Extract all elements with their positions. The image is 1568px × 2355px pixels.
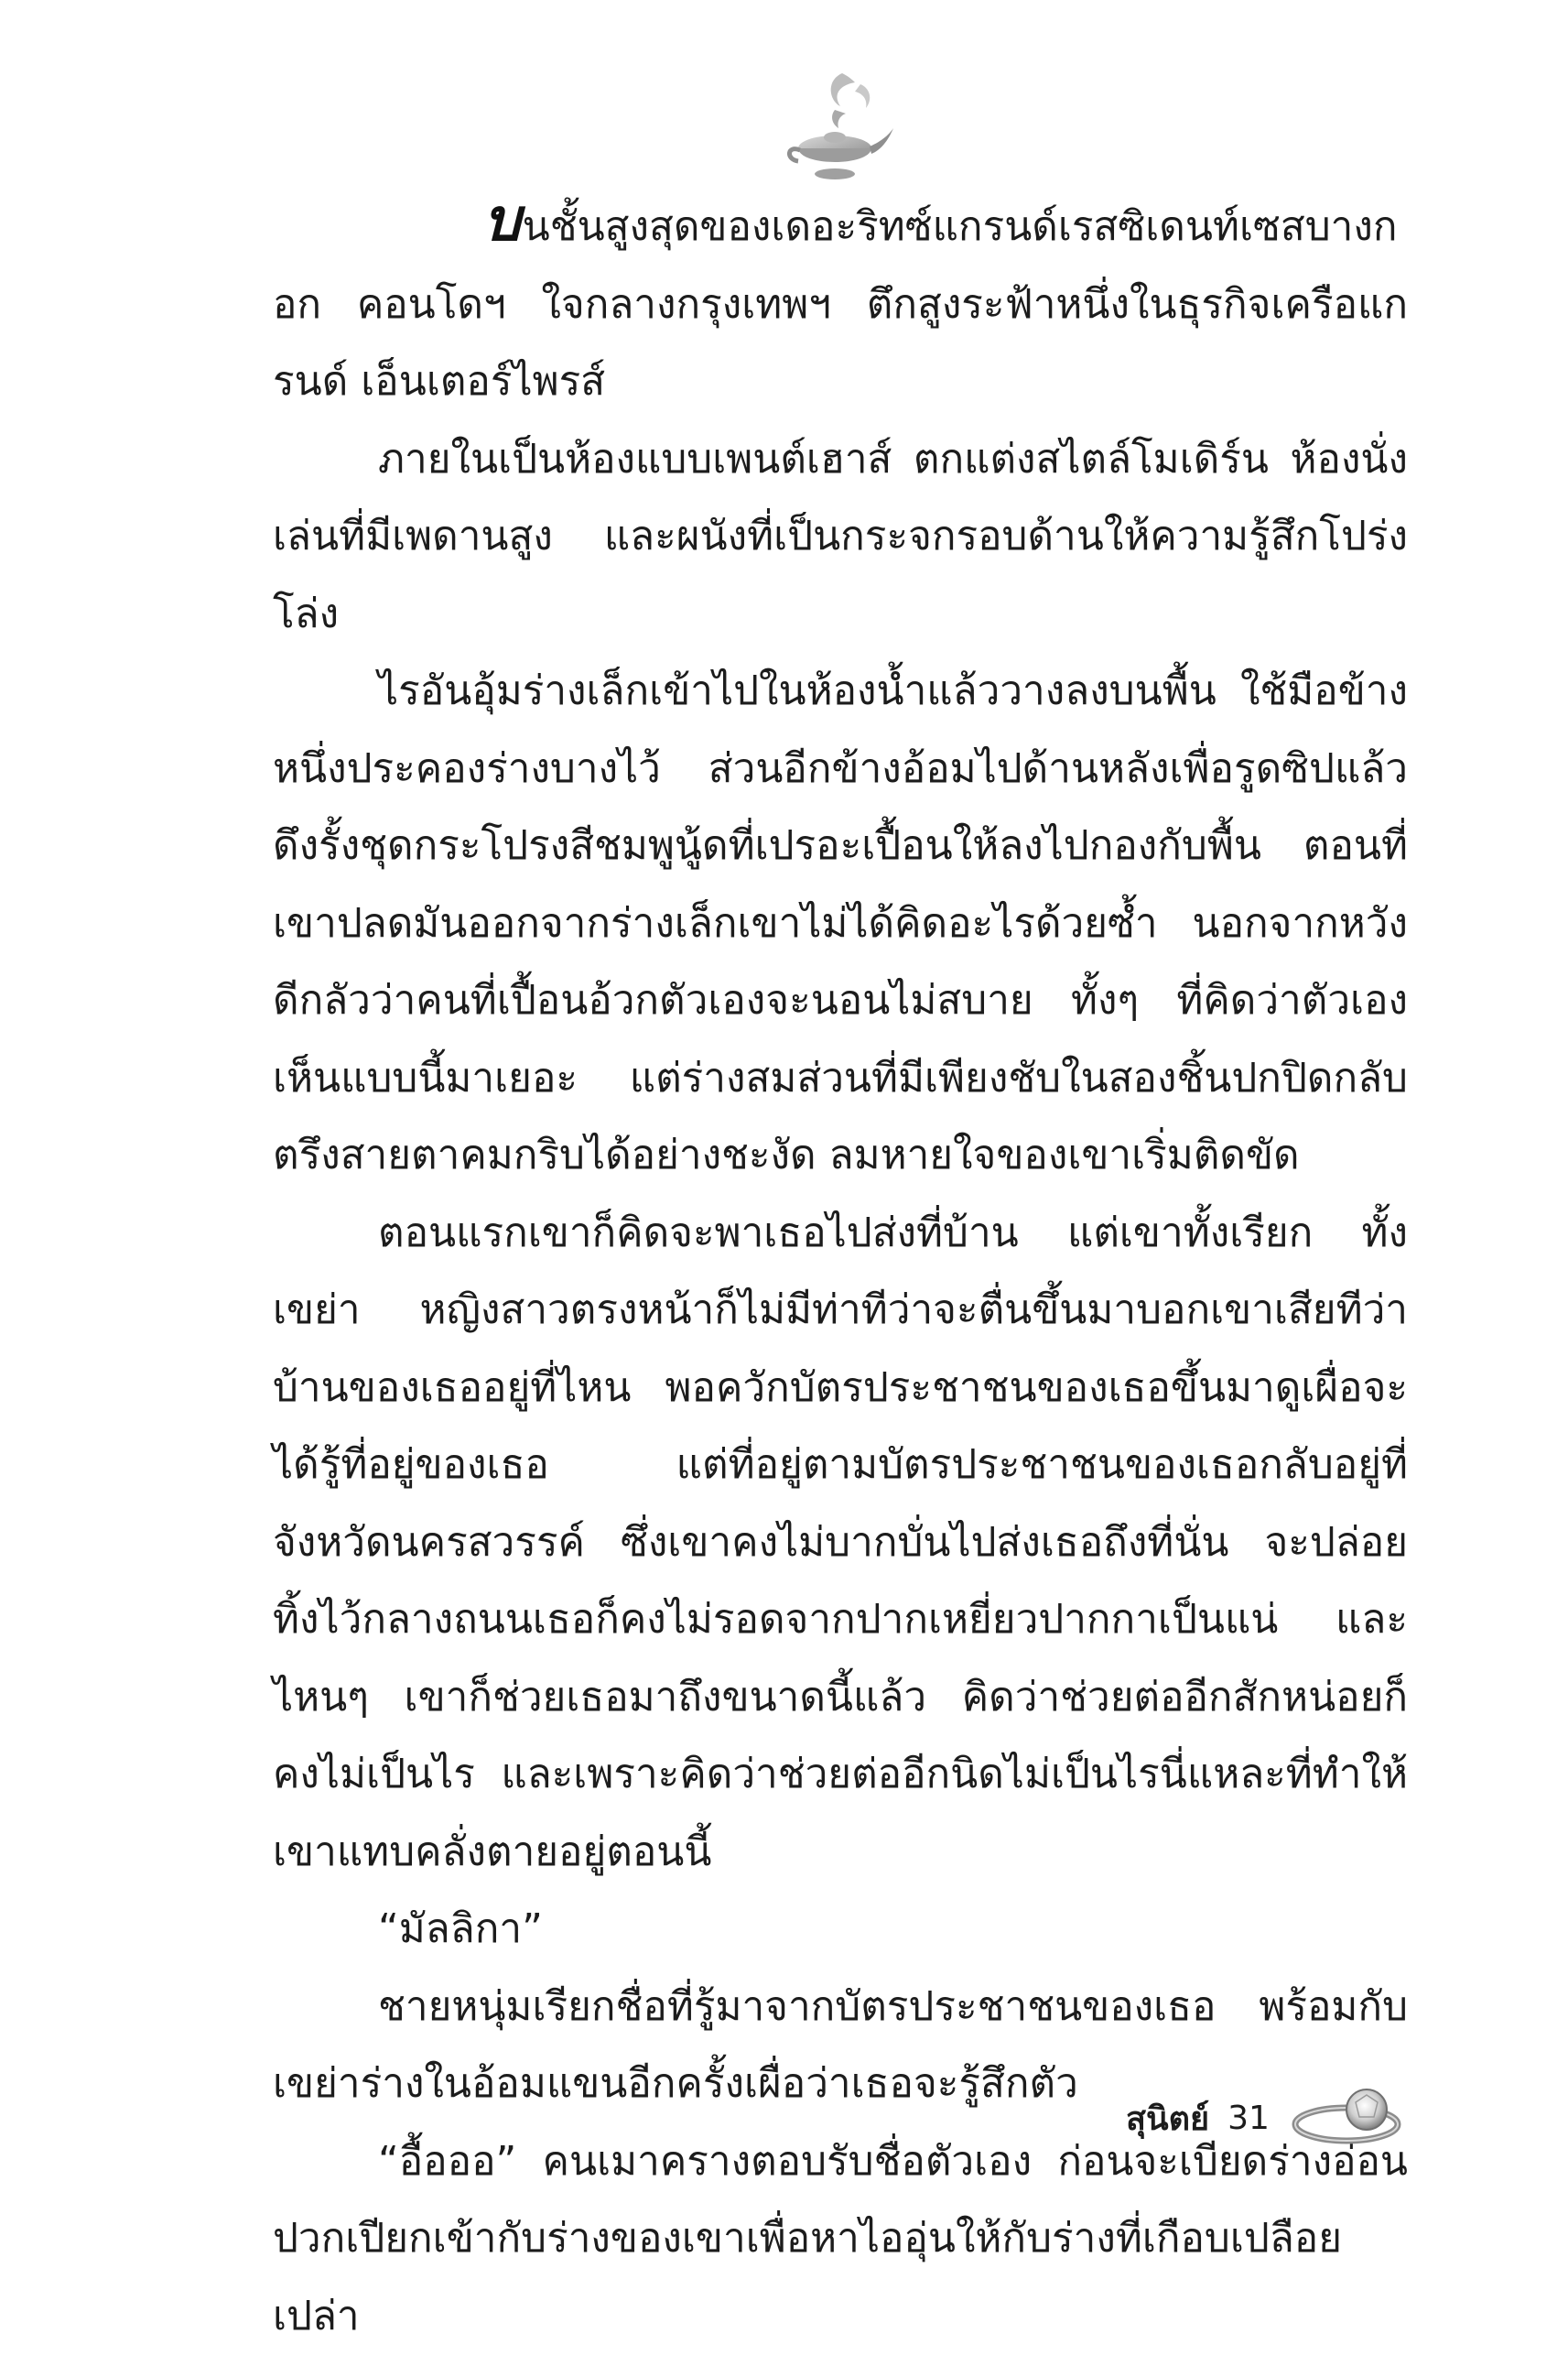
magic-lamp-icon (778, 64, 897, 192)
paragraph-3: ไรอันอุ้มร่างเล็กเข้าไปในห้องน้ำแล้ววางลงบนพื้น ใช้มือข้างหนึ่งประคองร่างบางไว้ ส่วนอีกข้างอ้อมไปด้านหลังเพื่อรูดซิปแล้วดึงรั้งชุดกระโปรงสีชมพูนู้ดที่เปรอะเปื้อนให้ลงไปกองกับพื้น ตอนที่เขาปลดมันออกจากร่างเล็กเขาไม่ได้คิดอะไรด้วยซ้ำ นอกจากหวังดีกลัวว่าคนที่เปื้อนอ้วกตัวเองจะนอนไม่สบาย ทั้งๆ ที่คิดว่าตัวเองเห็นแบบนี้มาเยอะ แต่ร่างสมส่วนที่มีเพียงชับในสองชิ้นปกปิดกลับตรึงสายตาคมกริบได้อย่างชะงัด ลมหายใจของเขาเริ่มติดขัด (273, 653, 1408, 1195)
chapter-text (273, 189, 1408, 2355)
paragraph-5-dialogue: “มัลลิกา” (273, 1891, 1408, 1969)
paragraph-4: ตอนแรกเขาก็คิดจะพาเธอไปส่งที่บ้าน แต่เขาทั้งเรียก ทั้งเขย่า หญิงสาวตรงหน้าก็ไม่มีท่าทีว่าจะตื่นขึ้นมาบอกเขาเสียทีว่าบ้านของเธออยู่ที่ไหน พอควักบัตรประชาชนของเธอขึ้นมาดูเผื่อจะได้รู้ที่อยู่ของเธอ แต่ที่อยู่ตามบัตรประชาชนของเธอกลับอยู่ที่จังหวัดนครสวรรค์ ซึ่งเขาคงไม่บากบั่นไปส่งเธอถึงที่นั่น จะปล่อยทิ้งไว้กลางถนนเธอก็คงไม่รอดจากปากเหยี่ยวปากกาเป็นแน่ และไหนๆ เขาก็ช่วยเธอมาถึงขนาดนี้แล้ว คิดว่าช่วยต่ออีกสักหน่อยก็คงไม่เป็นไร และเพราะคิดว่าช่วยต่ออีกนิดไม่เป็นไรนี่แหละที่ทำให้เขาแทบคลั่งตายอยู่ตอนนี้ (273, 1195, 1408, 1892)
page-footer (1126, 2067, 1411, 2168)
paragraph-1-text: นชั้นสูงสุดของเดอะริทซ์แกรนด์เรสซิเดนท์เซสบางกอก คอนโดฯ ใจกลางกรุงเทพฯ ตึกสูงระฟ้าหนึ่งในธุรกิจเครือแกรนด์ เอ็นเตอร์ไพรส์ (273, 203, 1408, 405)
paragraph-1 (273, 189, 1408, 421)
drop-cap: บ (378, 191, 521, 250)
page-number: 31 (1227, 2100, 1270, 2137)
paragraph-7: “อื้อออ” คนเมาครางตอบรับชื่อตัวเอง ก่อนจะเบียดร่างอ่อนปวกเปียกเข้ากับร่างของเขาเพื่อหาไออุ่นให้กับร่างที่เกือบเปลือยเปล่า (273, 2123, 1408, 2355)
paragraph-6: ชายหนุ่มเรียกชื่อที่รู้มาจากบัตรประชาชนของเธอ พร้อมกับเขย่าร่างในอ้อมแขนอีกครั้งเผื่อว่าเธอจะรู้สึกตัว (273, 1969, 1408, 2123)
diamond-ring-icon (1292, 2077, 1411, 2159)
author-name: สุนิตย์ (1126, 2092, 1209, 2144)
paragraph-2: ภายในเป็นห้องแบบเพนต์เฮาส์ ตกแต่งสไตล์โมเดิร์น ห้องนั่งเล่นที่มีเพดานสูง และผนังที่เป็นกระจกรอบด้านให้ความรู้สึกโปร่งโล่ง (273, 421, 1408, 654)
